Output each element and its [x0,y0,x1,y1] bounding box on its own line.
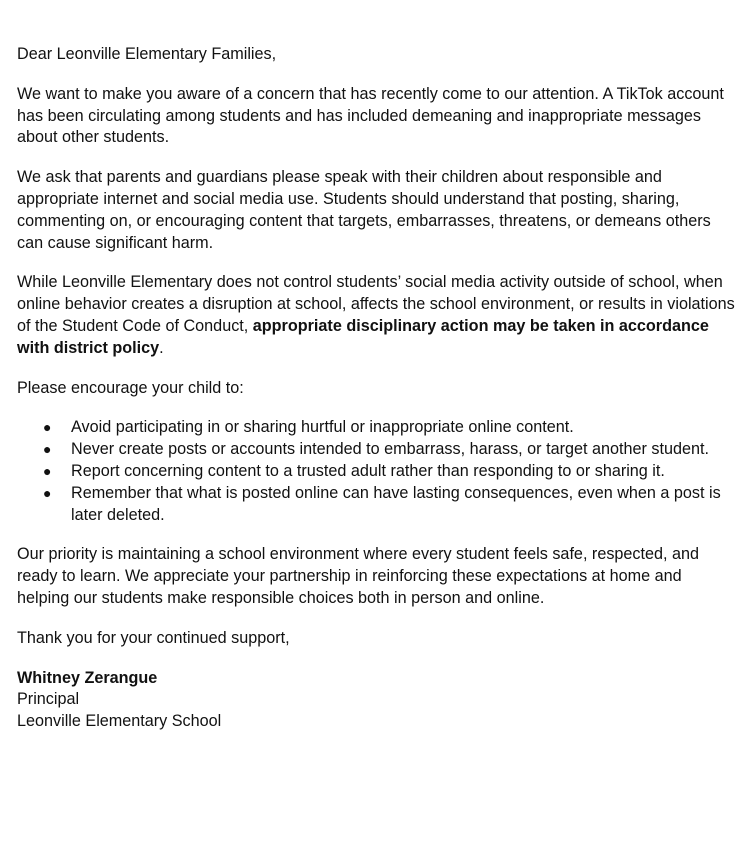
letter-body [17,44,735,733]
list-item [17,439,735,461]
paragraph-concern: We want to make you aware of a concern that has recently come to our attention. A TikTok account has been circulating among students and has included demeaning and inappropriate messages about other students. [17,84,724,147]
policy-emphasis: appropriate disciplinary action may be taken in accordance with district policy [17,316,709,357]
bullet-icon: ● [43,441,52,458]
list-item [17,461,735,483]
paragraph-policy [17,272,735,359]
signature-name: Whitney Zerangue [17,668,158,687]
greeting: Dear Leonville Elementary Families, [17,45,277,63]
list-intro: Please encourage your child to: [17,378,244,397]
policy-period: . [159,338,164,357]
signature-title: Principal [17,690,80,709]
guidance-list [17,417,735,526]
closing: Thank you for your continued support, [17,628,290,647]
list-item [17,483,735,527]
list-item-text: Remember that what is posted online can have lasting consequences, even when a post is later deleted. [71,483,721,524]
signature-block [17,668,735,733]
list-item-text: Avoid participating in or sharing hurtful or inappropriate online content. [71,418,574,437]
bullet-icon: ● [43,419,52,436]
list-item-text: Never create posts or accounts intended to embarrass, harass, or target another student. [71,440,709,459]
list-item [17,417,735,439]
signature-school: Leonville Elementary School [17,712,222,731]
bullet-icon: ● [43,462,52,479]
paragraph-request: We ask that parents and guardians please speak with their children about responsible and appropriate internet and social media use. Students should understand that posting, sharing, commenting on, or encouraging content that targets, embarrasses, threatens, or demeans others can cause significant harm. [17,168,711,252]
bullet-icon: ● [43,484,52,501]
paragraph-priority: Our priority is maintaining a school environment where every student feels safe, respected, and ready to learn. We appreciate your partnership in reinforcing these expectations at home and helping our students make responsible choices both in person and online. [17,545,700,607]
policy-text: While Leonville Elementary does not control students’ social media activity outside of school, when online behavior creates a disruption at school, affects the school environment, or results in violations of the Student Code of Conduct, [17,273,735,335]
list-item-text: Report concerning content to a trusted adult rather than responding to or sharing it. [71,461,665,480]
